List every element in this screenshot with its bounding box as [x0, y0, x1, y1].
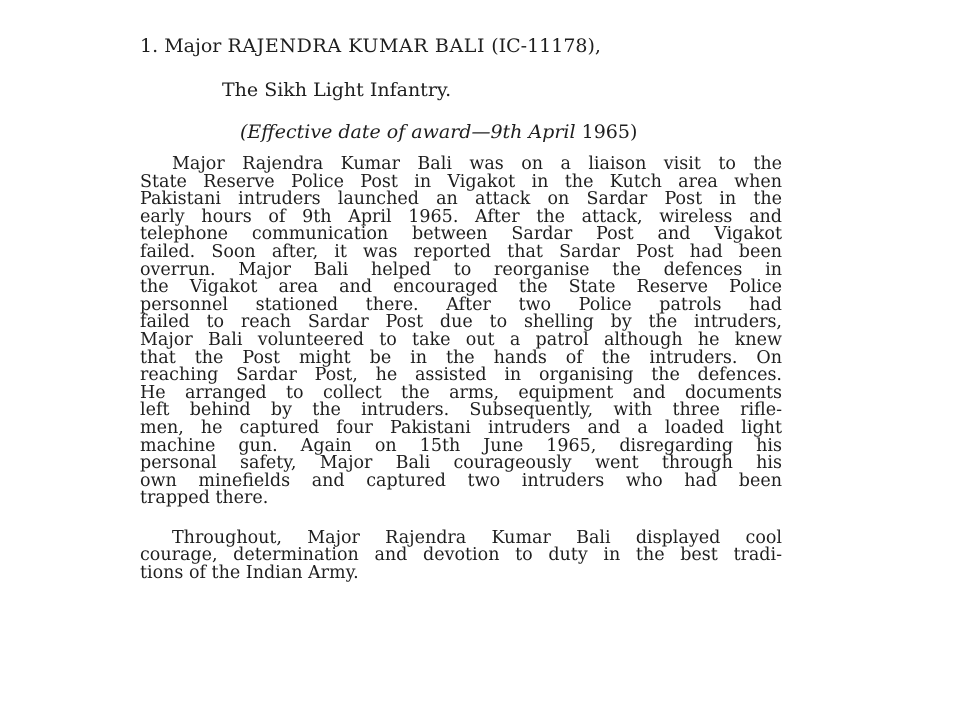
citation-document	[140, 34, 782, 583]
paragraph-line: men, he captured four Pakistani intruders and a loaded light	[140, 417, 782, 438]
paragraph-line: overrun. Major Bali helped to reorganise the defences in	[140, 259, 782, 280]
paragraph-line: personal safety, Major Bali courageously went through his	[140, 453, 782, 474]
paragraph-line: failed to reach Sardar Post due to shelling by the intruders,	[140, 312, 782, 333]
effective-date-text: (Effective date of award—9th April	[240, 121, 576, 143]
rank: Major	[164, 35, 222, 57]
paragraph-line: reaching Sardar Post, he assisted in organising the defences.	[140, 365, 782, 386]
recipient-name: RAJENDRA KUMAR BALI	[227, 35, 486, 57]
paragraph-line: that the Post might be in the hands of the intruders. On	[140, 347, 782, 368]
paragraph-line: left behind by the intruders. Subsequently, with three rifle-	[140, 400, 782, 421]
service-number: (IC-11178),	[491, 35, 601, 57]
effective-date	[240, 120, 782, 144]
paragraph-line: Throughout, Major Rajendra Kumar Bali displayed cool	[172, 527, 782, 548]
citation-paragraph-2	[140, 527, 782, 584]
paragraph-line: the Vigakot area and encouraged the State Reserve Police	[140, 277, 782, 298]
paragraph-line: Major Bali volunteered to take out a patrol although he knew	[140, 329, 782, 350]
paragraph-line: trapped there.	[140, 488, 269, 509]
paragraph-line: tions of the Indian Army.	[140, 563, 359, 584]
citation-paragraph-1	[140, 156, 782, 508]
paragraph-line: Pakistani intruders launched an attack on Sardar Post in the	[140, 189, 782, 210]
paragraph-line: State Reserve Police Post in Vigakot in the Kutch area when	[140, 171, 782, 192]
paragraph-line: He arranged to collect the arms, equipment and documents	[140, 382, 782, 403]
paragraph-line: early hours of 9th April 1965. After the attack, wireless and	[140, 206, 782, 227]
unit-name: The Sikh Light Infantry.	[222, 79, 452, 101]
paragraph-line: Major Rajendra Kumar Bali was on a liaison visit to the	[172, 154, 782, 174]
paragraph-line: personnel stationed there. After two Police patrols had	[140, 294, 782, 315]
heading-number: 1.	[140, 35, 159, 57]
paragraph-line: courage, determination and devotion to duty in the best tradi-	[140, 545, 782, 566]
citation-heading	[140, 34, 782, 58]
paragraph-line: machine gun. Again on 15th June 1965, disregarding his	[140, 435, 782, 456]
paragraph-line: failed. Soon after, it was reported that Sardar Post had been	[140, 241, 782, 262]
paragraph-line: telephone communication between Sardar Post and Vigakot	[140, 224, 782, 245]
effective-date-year: 1965)	[581, 121, 638, 143]
paragraph-line: own minefields and captured two intruders who had been	[140, 470, 782, 491]
